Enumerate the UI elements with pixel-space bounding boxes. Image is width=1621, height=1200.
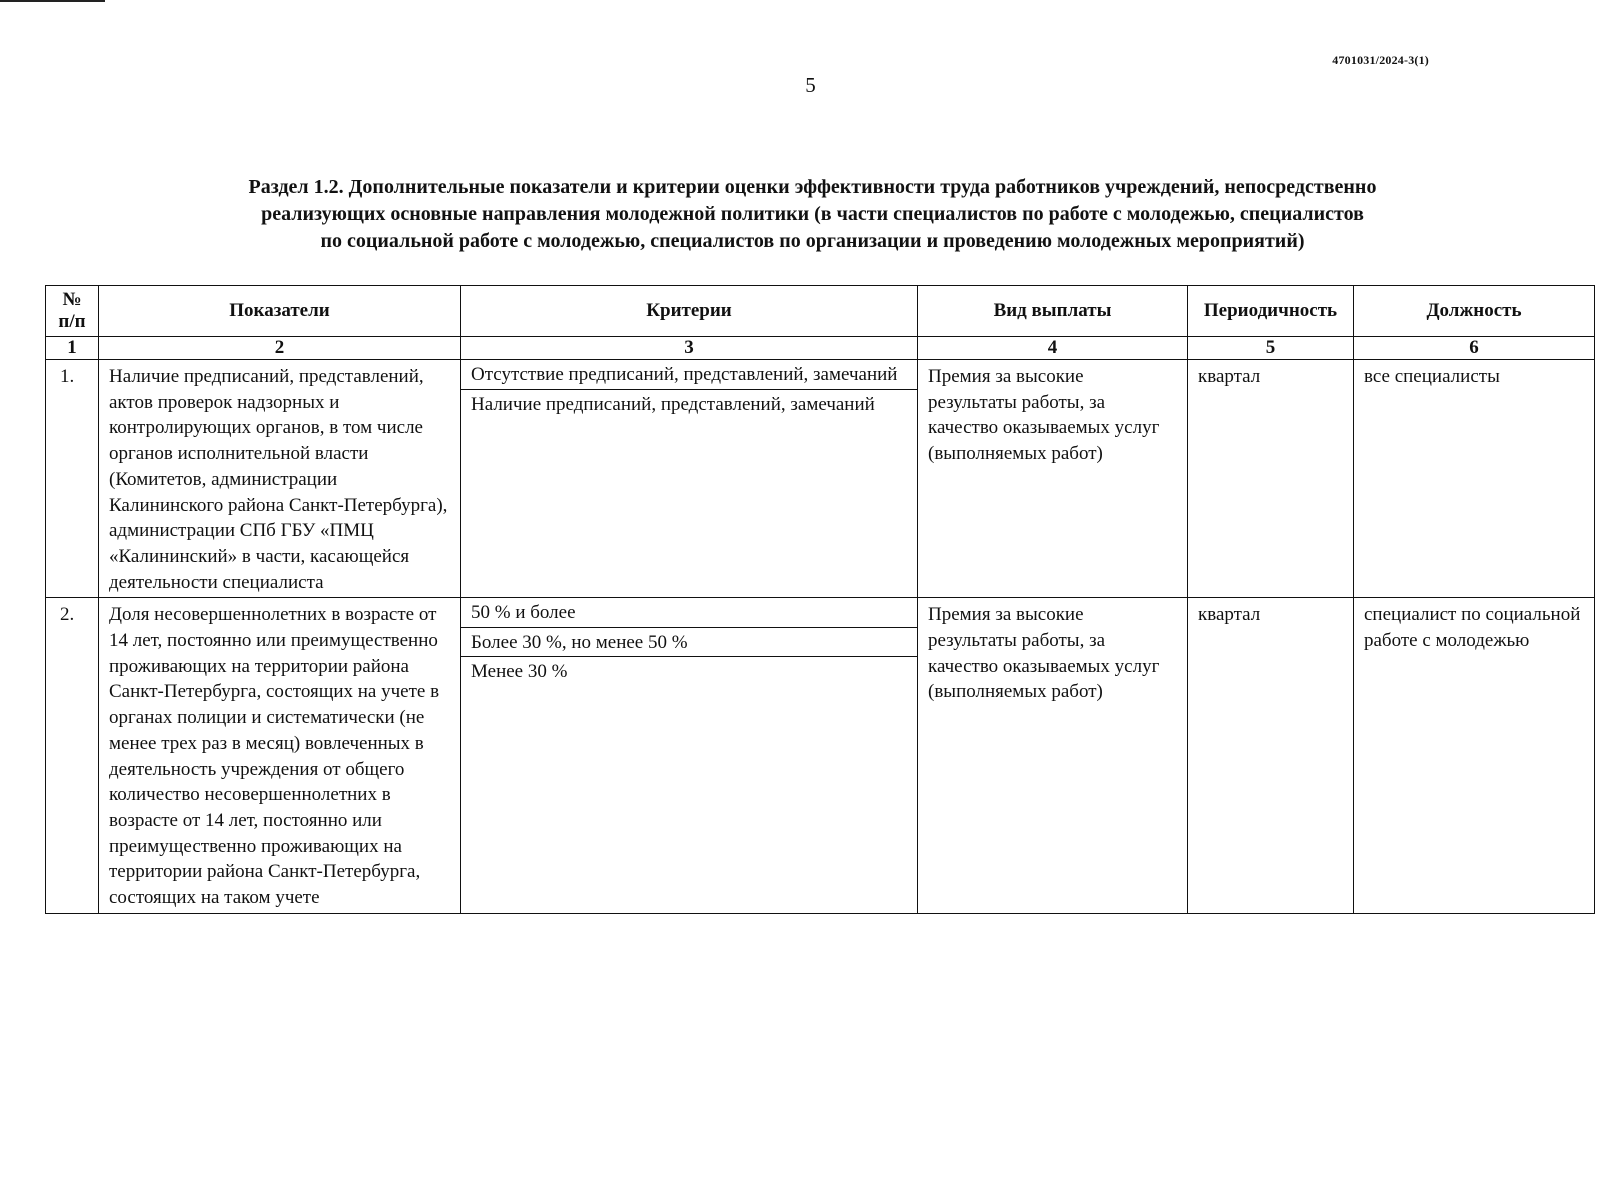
indicator-text: Наличие предписаний, представлений, актов проверок надзорных и контролирующих органов, в том числе органов исполнительной власти (Комитетов, администрации Калининского района Санкт-Петербурга), администрации СПб ГБУ «ПМЦ «Калининский» в части, касающейся деятельности специалиста [109, 366, 448, 593]
header-number [46, 286, 99, 337]
criterion-item: 50 % и более [461, 598, 917, 628]
row-number-text: 2. [60, 604, 75, 626]
section-title-line-2: реализующих основные направления молодежной политики (в части специалистов по работе с молодежью, специалистов [261, 203, 1364, 225]
header-indicators: Показатели [99, 286, 461, 337]
periodicity-cell [1188, 598, 1354, 913]
indicator-cell [99, 360, 461, 598]
section-title-line-3: по социальной работе с молодежью, специалистов по организации и проведению молодежных мероприятий) [320, 230, 1305, 252]
column-number: 4 [918, 337, 1188, 360]
document-code: 4701031/2024-3(1) [1332, 53, 1429, 67]
payment-type-text: Премия за высокие результаты работы, за качество оказываемых услуг (выполняемых работ) [928, 604, 1160, 703]
criterion-item: Отсутствие предписаний, представлений, замечаний [461, 360, 917, 390]
criteria-cell [461, 598, 918, 913]
position-cell [1354, 360, 1595, 598]
criterion-item: Более 30 %, но менее 50 % [461, 628, 917, 658]
periodicity-text: квартал [1198, 366, 1261, 387]
column-number: 6 [1354, 337, 1595, 360]
row-number [46, 598, 99, 913]
criteria-table [45, 285, 1595, 914]
column-number: 1 [46, 337, 99, 360]
periodicity-text: квартал [1198, 604, 1261, 626]
column-number: 2 [99, 337, 461, 360]
section-title [100, 174, 1525, 255]
indicator-cell [99, 598, 461, 913]
row-number [46, 360, 99, 598]
header-position: Должность [1354, 286, 1595, 337]
column-number: 5 [1188, 337, 1354, 360]
criterion-item: Менее 30 % [471, 661, 568, 683]
table-row [46, 360, 1595, 598]
column-number: 3 [461, 337, 918, 360]
header-criteria: Критерии [461, 286, 918, 337]
row-number-text: 1. [60, 366, 75, 387]
position-text: все специалисты [1364, 366, 1500, 387]
indicator-text: Доля несовершеннолетних в возрасте от 14 лет, постоянно или преимущественно проживающих на территории района Санкт-Петербурга, состоящих на учете в органах полиции и систематически (не менее трех раз в месяц) вовлеченных в деятельность учреждения от общего количество несовершеннолетних в возрасте от 14 лет, постоянно или преимущественно проживающих на территории района Санкт-Петербурга, состоящих на таком учете [109, 604, 440, 909]
periodicity-cell [1188, 360, 1354, 598]
criteria-cell [461, 360, 918, 598]
payment-type-cell [918, 598, 1188, 913]
header-payment-type: Вид выплаты [918, 286, 1188, 337]
position-text: специалист по социальной работе с молодежью [1364, 604, 1581, 652]
header-number-symbol: № [62, 289, 82, 310]
header-number-label: п/п [58, 311, 86, 332]
position-cell [1354, 598, 1595, 913]
table-header-row [46, 286, 1595, 337]
column-number-row [46, 337, 1595, 360]
criterion-item: Наличие предписаний, представлений, замечаний [471, 393, 875, 415]
section-title-line-1: Раздел 1.2. Дополнительные показатели и критерии оценки эффективности труда работников учреждений, непосредственно [248, 176, 1377, 198]
page-number: 5 [805, 73, 816, 97]
top-edge-rule [0, 0, 105, 2]
table-row [46, 598, 1595, 913]
header-periodicity: Периодичность [1188, 286, 1354, 337]
payment-type-cell [918, 360, 1188, 598]
payment-type-text: Премия за высокие результаты работы, за качество оказываемых услуг (выполняемых работ) [928, 366, 1160, 465]
